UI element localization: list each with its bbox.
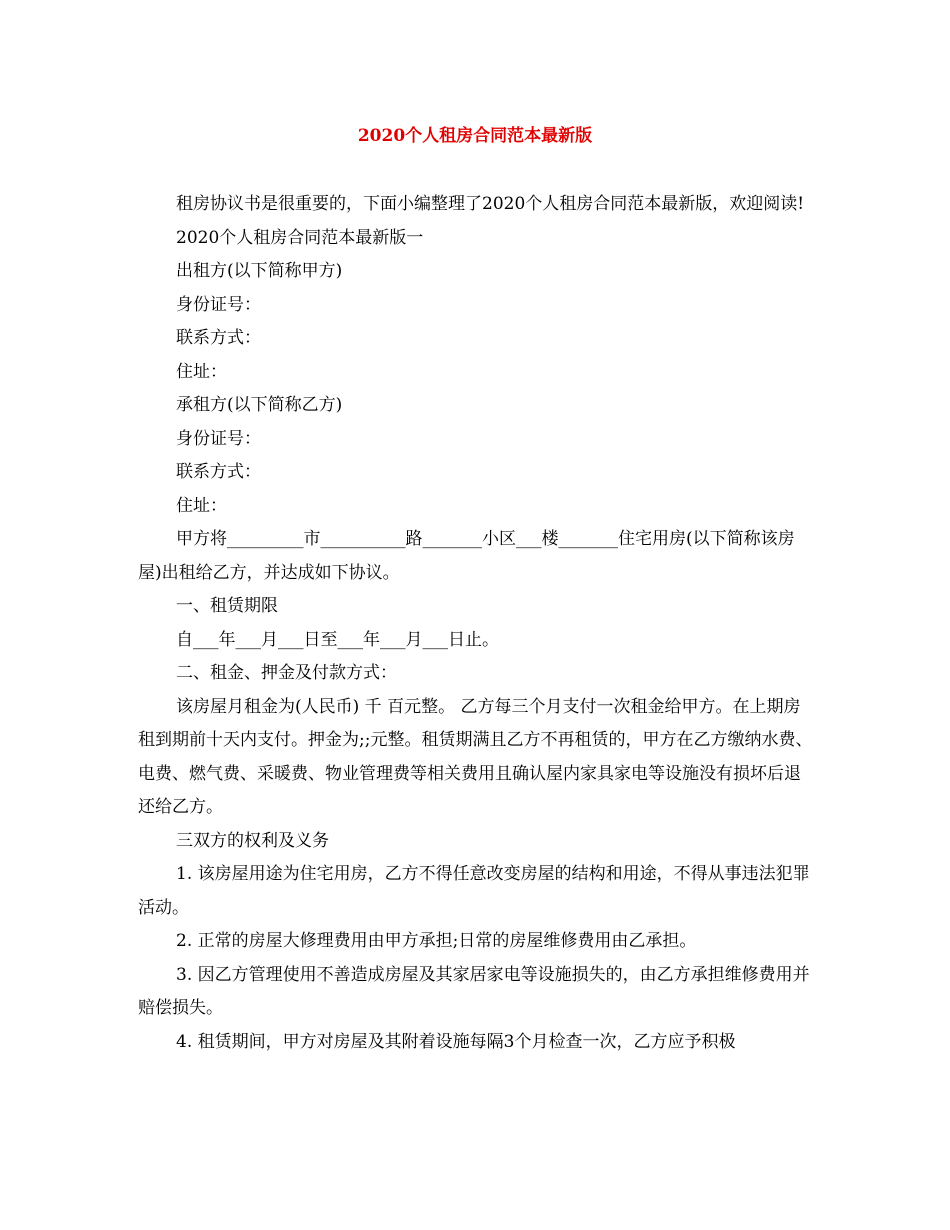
- paragraph-rights-heading: 三双方的权利及义务: [176, 830, 329, 851]
- paragraph-lessee-contact: 联系方式：: [176, 462, 261, 482]
- paragraph-clause-4: 4. 租赁期间，甲方对房屋及其附着设施每隔3个月检查一次，乙方应予积极: [176, 1031, 736, 1052]
- paragraph-rent-heading: 二、租金、押金及付款方式：: [176, 663, 397, 683]
- document-body: [138, 188, 814, 1059]
- paragraph-clause-2: 2. 正常的房屋大修理费用由甲方承担;日常的房屋维修费用由乙承担。: [176, 931, 697, 951]
- paragraph-term-dates: 自___年___月___日至___年___月___日止。: [176, 629, 499, 650]
- paragraph-lessee: 承租方(以下简称乙方): [176, 395, 343, 415]
- paragraph-lessor-id: 身份证号：: [176, 294, 261, 315]
- paragraph-clause-3: 3. 因乙方管理使用不善造成房屋及其家居家电等设施损失的，由乙方承担维修费用并赔偿损失。: [138, 964, 810, 1018]
- paragraph-property: 甲方将_________市__________路_______小区___楼_______住宅用房(以下简称该房屋)出租给乙方，并达成如下协议。: [138, 529, 795, 583]
- paragraph-lessor: 出租方(以下简称甲方): [176, 261, 343, 281]
- paragraph-lessee-address: 住址：: [176, 495, 227, 516]
- paragraph-lessor-address: 住址：: [176, 361, 227, 382]
- paragraph-intro: 租房协议书是很重要的，下面小编整理了2020个人租房合同范本最新版，欢迎阅读!: [176, 194, 805, 214]
- paragraph-rent-details: 该房屋月租金为(人民币) 千 百元整。 乙方每三个月支付一次租金给甲方。在上期房租到期前十天内支付。押金为;;元整。租赁期满且乙方不再租赁的，甲方在乙方缴纳水费、电费、燃气费、采暖费、物业管理费等相关费用且确认屋内家具家电等设施没有损坏后退还给乙方。: [138, 696, 813, 817]
- paragraph-term-heading: 一、租赁期限: [176, 596, 278, 616]
- paragraph-lessor-contact: 联系方式：: [176, 328, 261, 348]
- paragraph-section-heading: 2020个人租房合同范本最新版一: [176, 227, 424, 248]
- document-title: 2020个人租房合同范本最新版: [357, 126, 593, 146]
- paragraph-lessee-id: 身份证号：: [176, 428, 261, 449]
- paragraph-clause-1: 1. 该房屋用途为住宅用房，乙方不得任意改变房屋的结构和用途，不得从事违法犯罪活动。: [138, 864, 810, 918]
